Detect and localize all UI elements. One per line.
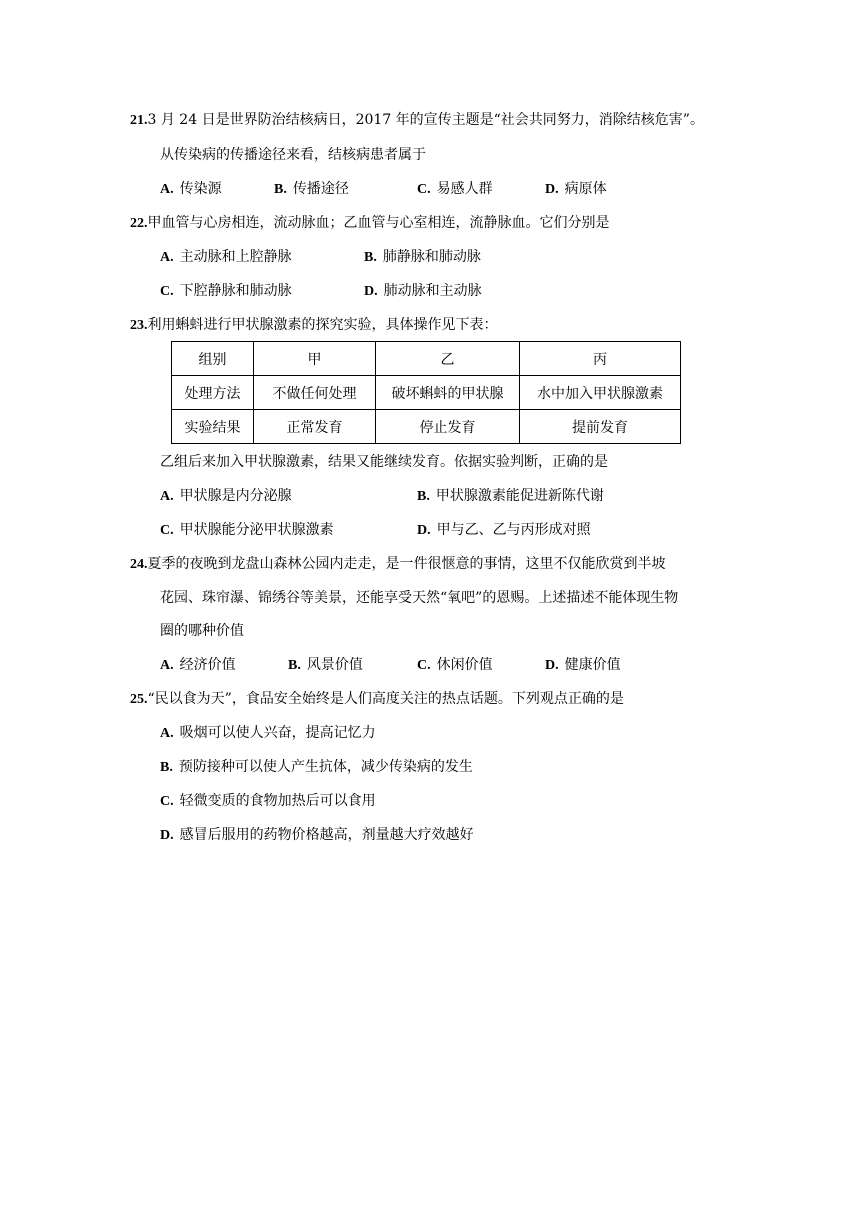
table-cell: 停止发育 — [376, 410, 520, 444]
question-number: 21. — [130, 113, 148, 128]
question-24-line-1 — [130, 554, 666, 574]
option-text: 主动脉和上腔静脉 — [179, 249, 292, 265]
table-cell: 实验结果 — [172, 410, 254, 444]
option-key: A. — [160, 726, 174, 741]
option-key: D. — [417, 523, 431, 538]
option-key: D. — [160, 828, 174, 843]
option-text: 吸烟可以使人兴奋，提高记忆力 — [179, 725, 376, 741]
option-text: 甲与乙、乙与丙形成对照 — [436, 522, 591, 538]
option-key: D. — [545, 658, 559, 673]
question-number: 23. — [130, 318, 148, 333]
question-number: 24. — [130, 557, 148, 572]
option-key: A. — [160, 658, 174, 673]
question-24-line-2: 花园、珠帘瀑、锦绣谷等美景，还能享受天然“氧吧”的恩赐。上述描述不能体现生物 — [160, 590, 679, 606]
question-number: 25. — [130, 692, 148, 707]
table-cell: 水中加入甲状腺激素 — [520, 376, 681, 410]
q23-option-d — [417, 520, 591, 540]
q22-option-b — [364, 247, 481, 267]
option-key: D. — [364, 284, 378, 299]
option-text: 甲状腺是内分泌腺 — [179, 488, 292, 504]
q23-option-c — [160, 520, 334, 540]
table-cell: 正常发育 — [254, 410, 376, 444]
option-key: C. — [160, 794, 174, 809]
question-25-line-1 — [130, 689, 624, 709]
option-key: C. — [417, 182, 431, 197]
option-key: B. — [417, 489, 430, 504]
option-text: 易感人群 — [436, 181, 493, 197]
option-key: A. — [160, 250, 174, 265]
option-text: 肺动脉和主动脉 — [383, 283, 482, 299]
option-text: 预防接种可以使人产生抗体，减少传染病的发生 — [178, 759, 473, 775]
option-text: 下腔静脉和肺动脉 — [179, 283, 292, 299]
table-cell: 破坏蝌蚪的甲状腺 — [376, 376, 520, 410]
question-24-line-3: 圈的哪种价值 — [160, 623, 244, 639]
option-text: 轻微变质的食物加热后可以食用 — [179, 793, 376, 809]
question-21-line-1 — [130, 110, 704, 130]
q22-option-c — [160, 281, 292, 301]
q24-option-a — [160, 655, 236, 675]
q25-option-b — [160, 757, 473, 777]
q24-option-b — [288, 655, 363, 675]
option-text: 感冒后服用的药物价格越高，剂量越大疗效越好 — [179, 827, 474, 843]
option-text: 休闲价值 — [436, 657, 493, 673]
q25-option-c — [160, 791, 376, 811]
question-21-line-2: 从传染病的传播途径来看，结核病患者属于 — [160, 147, 426, 163]
q21-option-b — [274, 179, 349, 199]
option-text: 病原体 — [564, 181, 607, 197]
question-23-line-2: 乙组后来加入甲状腺激素，结果又能继续发育。依据实验判断，正确的是 — [160, 454, 608, 470]
q22-option-d — [364, 281, 482, 301]
option-text: 甲状腺激素能促进新陈代谢 — [435, 488, 604, 504]
table-row — [172, 342, 681, 376]
q21-option-d — [545, 179, 607, 199]
option-key: A. — [160, 489, 174, 504]
q21-option-c — [417, 179, 493, 199]
table-cell: 乙 — [376, 342, 520, 376]
option-key: C. — [160, 284, 174, 299]
option-key: B. — [160, 760, 173, 775]
experiment-table — [171, 341, 681, 444]
question-text: 甲血管与心房相连，流动脉血；乙血管与心室相连，流静脉血。它们分别是 — [147, 215, 610, 231]
option-key: D. — [545, 182, 559, 197]
question-text: 夏季的夜晚到龙盘山森林公园内走走，是一件很惬意的事情，这里不仅能欣赏到半坡 — [147, 556, 666, 572]
option-key: C. — [160, 523, 174, 538]
q24-option-c — [417, 655, 493, 675]
question-23-line-1 — [130, 315, 498, 335]
table-row — [172, 376, 681, 410]
q25-option-a — [160, 723, 376, 743]
option-text: 肺静脉和肺动脉 — [382, 249, 481, 265]
question-22-line-1 — [130, 213, 610, 233]
option-text: 传染源 — [179, 181, 222, 197]
question-text: 3 月 24 日是世界防治结核病日，2017 年的宣传主题是“社会共同努力，消除结核危害”。 — [147, 112, 704, 128]
question-text: “民以食为天”，食品安全始终是人们高度关注的热点话题。下列观点正确的是 — [147, 691, 624, 707]
q25-option-d — [160, 825, 474, 845]
option-text: 经济价值 — [179, 657, 236, 673]
option-text: 风景价值 — [306, 657, 363, 673]
table-cell: 组别 — [172, 342, 254, 376]
table-cell: 提前发育 — [520, 410, 681, 444]
table-cell: 不做任何处理 — [254, 376, 376, 410]
table-cell: 处理方法 — [172, 376, 254, 410]
q21-option-a — [160, 179, 222, 199]
option-key: B. — [288, 658, 301, 673]
question-number: 22. — [130, 216, 148, 231]
q23-option-a — [160, 486, 292, 506]
question-text: 利用蝌蚪进行甲状腺激素的探究实验，具体操作见下表： — [147, 317, 498, 333]
table-cell: 丙 — [520, 342, 681, 376]
option-text: 健康价值 — [564, 657, 621, 673]
option-key: B. — [364, 250, 377, 265]
option-text: 甲状腺能分泌甲状腺激素 — [179, 522, 334, 538]
table-cell: 甲 — [254, 342, 376, 376]
q22-option-a — [160, 247, 292, 267]
option-key: B. — [274, 182, 287, 197]
option-key: C. — [417, 658, 431, 673]
q23-option-b — [417, 486, 604, 506]
table-row — [172, 410, 681, 444]
option-text: 传播途径 — [292, 181, 349, 197]
q24-option-d — [545, 655, 621, 675]
option-key: A. — [160, 182, 174, 197]
